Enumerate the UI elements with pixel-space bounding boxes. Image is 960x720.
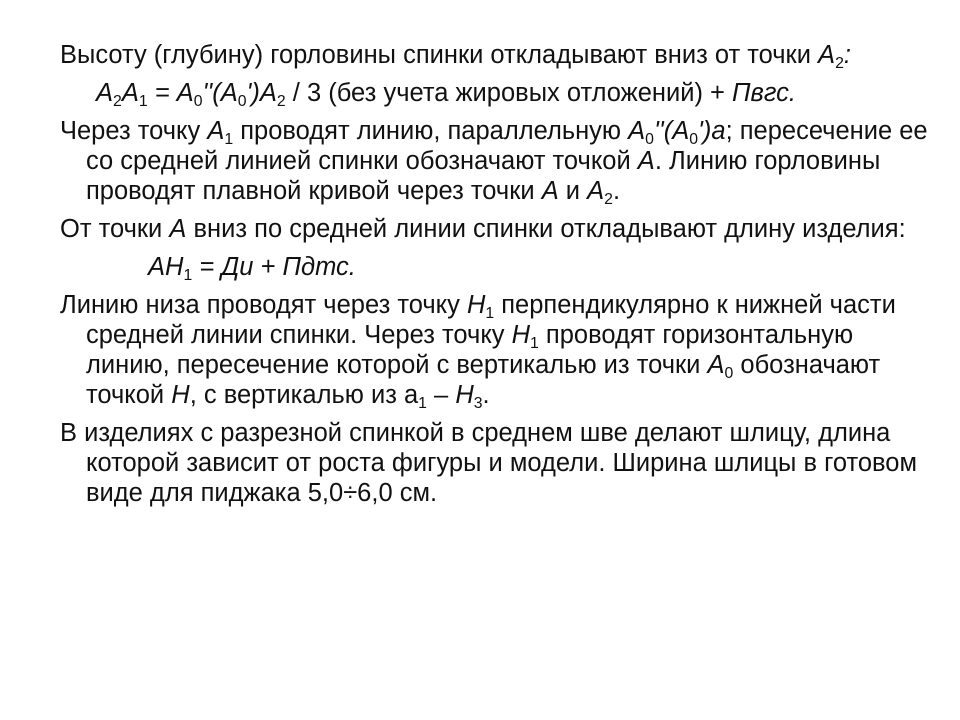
formula-var: А [96, 79, 114, 107]
text: проводят линию, параллельную [233, 117, 629, 145]
text: . [482, 381, 490, 409]
point-label: А [541, 177, 559, 205]
formula-text: / 3 (без учета жировых отложений) + [285, 79, 733, 107]
subscript: 3 [473, 395, 483, 413]
text: Высоту (глубину) горловины спинки откладывают вниз от точки [60, 41, 819, 69]
text: перпендикулярно к нижней части средней линии спинки. Через точку [86, 291, 896, 349]
subscript: 2 [835, 55, 844, 73]
text: обозначают точкой [86, 351, 881, 409]
formula-length [60, 252, 930, 285]
point-label: ''(А [653, 117, 690, 145]
point-label: Н [171, 381, 190, 409]
subscript: 2 [604, 191, 613, 209]
subscript: 0 [689, 131, 699, 149]
text: В изделиях с разрезной спинкой в среднем шве делают шлицу, длина которой зависит от роста фигуры и модели. Ширина шлицы в готовом виде для пиджака 5,0÷6,0 см. [60, 419, 918, 507]
formula-var: ')А [246, 79, 277, 107]
paragraph-length [60, 214, 930, 244]
subscript: 1 [485, 305, 495, 323]
subscript: 2 [276, 93, 286, 111]
point-label: Н [511, 321, 531, 349]
point-label: Н [455, 381, 474, 409]
subscript: 1 [530, 335, 539, 353]
slide-body [60, 40, 930, 516]
subscript: 0 [237, 93, 247, 111]
formula-var: А [121, 79, 139, 107]
subscript: 1 [224, 131, 234, 149]
subscript: 1 [418, 395, 427, 413]
point-label: А [707, 351, 725, 379]
formula-neck-depth [60, 78, 930, 111]
point-label: А [207, 117, 225, 145]
formula-var: = Ди + Пдтс. [192, 253, 356, 281]
subscript: 0 [645, 131, 654, 149]
point-label: Н [466, 291, 486, 319]
formula-var: Пвгс. [732, 79, 796, 107]
point-label: А [628, 117, 646, 145]
formula-var: ''(А [202, 79, 238, 107]
text: ; пересечение ее со средней линией спинки обозначают точкой [86, 117, 928, 175]
text: . [612, 177, 621, 205]
subscript: 0 [193, 93, 203, 111]
paragraph-vent [60, 418, 930, 508]
point-label: ')а [698, 117, 726, 145]
subscript: 1 [183, 267, 193, 285]
point-label: А [169, 215, 187, 243]
text: : [843, 41, 851, 69]
formula-var: = А [147, 79, 194, 107]
point-label: А [587, 177, 605, 205]
formula-var: АН [148, 253, 184, 281]
text: проводят горизонтальную линию, пересечение которой с вертикалью из точки [86, 321, 854, 379]
text: Линию низа проводят через точку [60, 291, 467, 319]
text: – [426, 381, 456, 409]
subscript: 0 [724, 365, 734, 383]
text: вниз по средней линии спинки откладывают длину изделия: [186, 215, 906, 243]
text: Через точку [60, 117, 208, 145]
subscript: 2 [113, 93, 122, 111]
paragraph-neck-line [60, 116, 930, 209]
text: , с вертикалью из а [189, 381, 419, 409]
paragraph-hem-line [60, 290, 930, 413]
subscript: 1 [138, 93, 148, 111]
paragraph-neck-depth [60, 40, 930, 73]
point-label: А [818, 41, 836, 69]
text: и [558, 177, 588, 205]
text: От точки [60, 215, 170, 243]
point-label: А [637, 147, 655, 175]
text: . Линию горловины проводят плавной кривой через точки [86, 147, 881, 205]
